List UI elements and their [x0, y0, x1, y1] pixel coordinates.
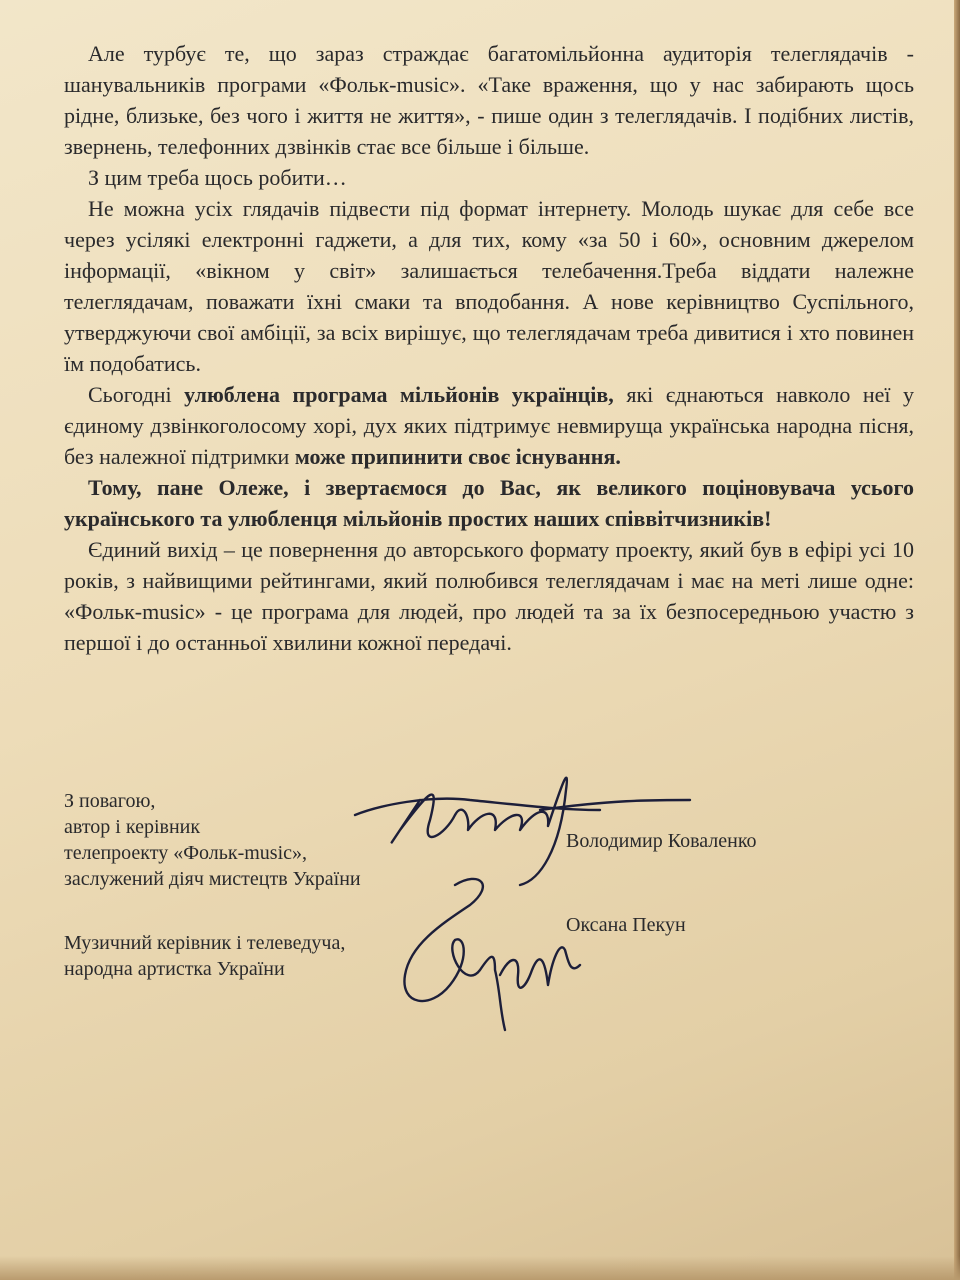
role2-line-1: Музичний керівник і телеведуча,	[64, 932, 346, 954]
p4-bold-1: улюблена програма мільйонів українців,	[184, 382, 614, 407]
closing-line-3: телепроекту «Фольк-music»,	[64, 842, 308, 864]
closing-line-1: З повагою,	[64, 790, 156, 812]
p5-bold: Тому, пане Олеже, і звертаємося до Вас, як великого поціновувача усього українського та улюбленця мільйонів простих наших співвітчизників!	[64, 475, 914, 531]
signature-2	[404, 879, 580, 1030]
paragraph-2: З цим треба щось робити…	[88, 165, 347, 190]
p4-start: Сьогодні	[88, 382, 185, 407]
paragraph-3: Не можна усіх глядачів підвести під формат інтернету. Молодь шукає для себе все через усілякі електронні гаджети, а для тих, кому «за 50 і 60», основним джерелом інформації, «вікном у світ» залишається телебачення.Треба віддати належне телеглядачам, поважати їхні смаки та вподобання. А нове керівництво Суспільного, утверджуючи свої амбіції, за всіх вирішує, що телеглядачам треба дивитися і хто повинен їм подобатись.	[64, 196, 914, 376]
role2-line-2: народна артистка України	[64, 958, 285, 980]
paragraph-1: Але турбує те, що зараз страждає багатомільйонна аудиторія телеглядачів - шанувальників програми «Фольк-music». «Таке враження, що у нас забирають щось рідне, близьке, без чого і життя не життя», - пише один з телеглядачів. І подібних листів, звернень, телефонних дзвінків стає все більше і більше.	[64, 41, 914, 159]
p4-bold-2: може припинити своє існування.	[294, 444, 621, 469]
closing-line-2: автор і керівник	[64, 816, 201, 838]
paragraph-6: Єдиний вихід – це повернення до авторського формату проекту, який був в ефірі усі 10 років, з найвищими рейтингами, який полюбився телеглядачам і має на меті лише одне: «Фольк-music» - це програма для людей, про людей та за їх безпосередньою участю з першої і до останньої хвилини кожної передачі.	[64, 537, 914, 655]
paper-shadow-bottom	[0, 1256, 960, 1280]
signer-name-1: Володимир Коваленко	[566, 830, 757, 852]
signer-name-2: Оксана Пекун	[566, 914, 686, 936]
paper-edge-right	[954, 0, 960, 1280]
p4-mid: які єднаються навколо неї у єдиному дзвінкоголосому хорі, дух яких підтримує невмируща українська народна пісня, без належної підтримки	[64, 382, 914, 469]
closing-line-4: заслужений діяч мистецтв України	[64, 868, 361, 890]
signature-1	[355, 778, 690, 885]
